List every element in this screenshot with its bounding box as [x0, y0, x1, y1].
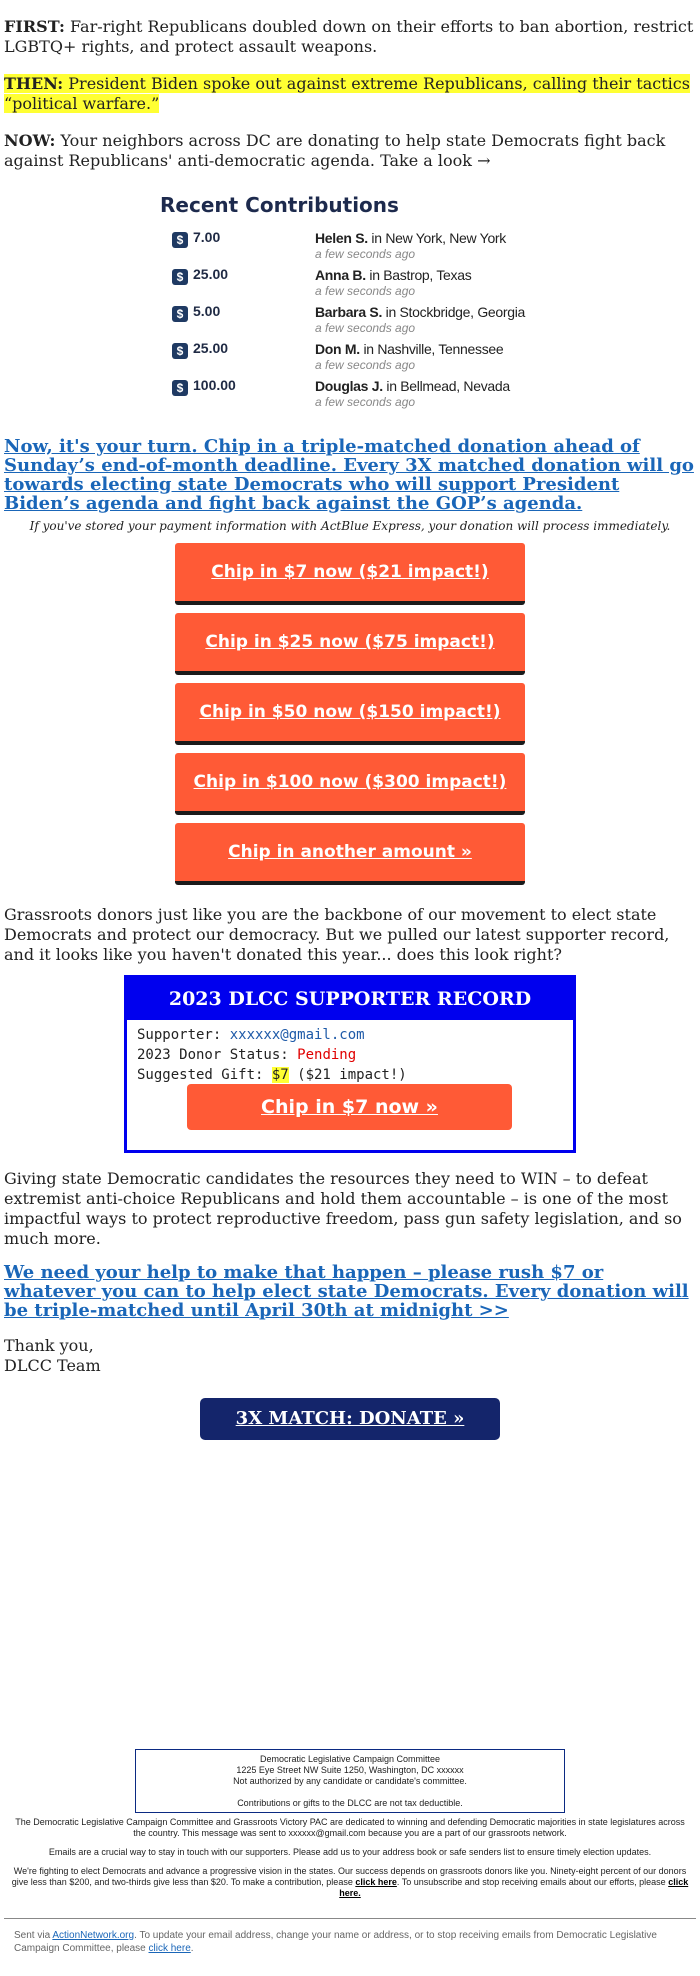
donate-button[interactable]: 3X MATCH: DONATE »	[200, 1398, 500, 1440]
contribution-row: $ 7.00 Helen S. in New York, New York a few seconds ago	[160, 226, 540, 263]
unsubscribe-click-here-link[interactable]: click here.	[339, 1877, 689, 1898]
dollar-icon: $	[172, 269, 188, 285]
footer-emails: Emails are a crucial way to stay in touch with our supporters. Please add us to your address book or safe senders list to ensure timely election updates.	[48, 1847, 652, 1857]
chip-in-100-button[interactable]: Chip in $100 now ($300 impact!)	[175, 753, 525, 815]
help-link[interactable]: We need your help to make that happen – please rush $7 or whatever you can to help elect state Democrats. Every donation will be triple-matched until April 30th at midnight >>	[4, 1262, 689, 1321]
sent-via-footer: Sent via ActionNetwork.org. To update your email address, change your name or address, or to stop receiving emails from Democratic Legislative Campaign Committee, please click here.	[4, 1918, 696, 1955]
record-chip-in-button[interactable]: Chip in $7 now »	[187, 1084, 512, 1130]
contribution-row: $ 100.00 Douglas J. in Bellmead, Nevada a few seconds ago	[160, 374, 540, 411]
chip-in-other-button[interactable]: Chip in another amount »	[175, 823, 525, 885]
team-text: DLCC Team	[4, 1356, 101, 1375]
action-network-link[interactable]: ActionNetwork.org	[52, 1930, 135, 1941]
footer-fighting: We're fighting to elect Democrats and advance a progressive vision in the states. Our success depends on grassroots donors like you. Ninety-eight percent of our donors give less than $200, and two-thirds give less than $20. To make a contribution, please click here. To unsubscribe and stop receiving emails about our efforts, please click here.	[11, 1866, 689, 1898]
contribute-click-here-link[interactable]: click here	[355, 1877, 397, 1887]
record-title: 2023 DLCC SUPPORTER RECORD	[127, 978, 573, 1020]
record-supporter: Supporter: xxxxxx@gmail.com	[137, 1027, 365, 1043]
your-turn-link[interactable]: Now, it's your turn. Chip in a triple-matched donation ahead of Sunday’s end-of-month deadline. Every 3X matched donation will go towards electing state Democrats who will support President Biden’s agenda and fight back against the GOP’s agenda.	[4, 436, 694, 514]
contribution-row: $ 5.00 Barbara S. in Stockbridge, Georgia a few seconds ago	[160, 300, 540, 337]
supporter-record	[124, 975, 576, 1153]
intro-then: THEN: President Biden spoke out against extreme Republicans, calling their tactics “political warfare.”	[4, 74, 690, 113]
dollar-icon: $	[172, 343, 188, 359]
dollar-icon: $	[172, 380, 188, 396]
chip-in-7-button[interactable]: Chip in $7 now ($21 impact!)	[175, 543, 525, 605]
record-status: 2023 Donor Status: Pending	[137, 1047, 357, 1063]
recent-contributions	[160, 193, 540, 411]
dollar-icon: $	[172, 232, 188, 248]
intro-now: NOW: Your neighbors across DC are donating to help state Democrats fight back against Republicans' anti-democratic agenda. Take a look →	[4, 131, 666, 170]
intro-first: FIRST: Far-right Republicans doubled down on their efforts to ban abortion, restrict LGBTQ+ rights, and protect assault weapons.	[4, 17, 694, 56]
record-gift: Suggested Gift: $7 ($21 impact!)	[137, 1067, 407, 1083]
contributions-title: Recent Contributions	[160, 193, 399, 217]
payment-note: If you've stored your payment information with ActBlue Express, your donation will process immediately.	[29, 519, 671, 533]
dollar-icon: $	[172, 306, 188, 322]
grassroots-text: Grassroots donors just like you are the backbone of our movement to elect state Democrats and protect our democracy. But we pulled our latest supporter record, and it looks like you haven't donated this year... does this look right?	[4, 905, 670, 964]
thanks-text: Thank you,	[4, 1336, 94, 1355]
contribution-row: $ 25.00 Don M. in Nashville, Tennessee a few seconds ago	[160, 337, 540, 374]
update-email-click-here-link[interactable]: click here	[148, 1943, 191, 1954]
contribution-row: $ 25.00 Anna B. in Bastrop, Texas a few seconds ago	[160, 263, 540, 300]
chip-in-25-button[interactable]: Chip in $25 now ($75 impact!)	[175, 613, 525, 675]
footer-address-box: Democratic Legislative Campaign Committee 1225 Eye Street NW Suite 1250, Washington, DC xxxxxx Not authorized by any candidate or candidate's committee. Contributions or gifts to the DLCC are not tax deductible.	[135, 1749, 565, 1813]
chip-in-50-button[interactable]: Chip in $50 now ($150 impact!)	[175, 683, 525, 745]
giving-text: Giving state Democratic candidates the resources they need to WIN – to defeat extremist anti-choice Republicans and hold them accountable – is one of the most impactful ways to protect reproductive freedom, pass gun safety legislation, and so much more.	[4, 1169, 682, 1248]
footer-dedicated: The Democratic Legislative Campaign Committee and Grassroots Victory PAC are dedicated to winning and defending Democratic majorities in state legislatures across the country. This message was sent to xxxxxx@gmail.com because you are a part of our grassroots network.	[15, 1817, 685, 1838]
